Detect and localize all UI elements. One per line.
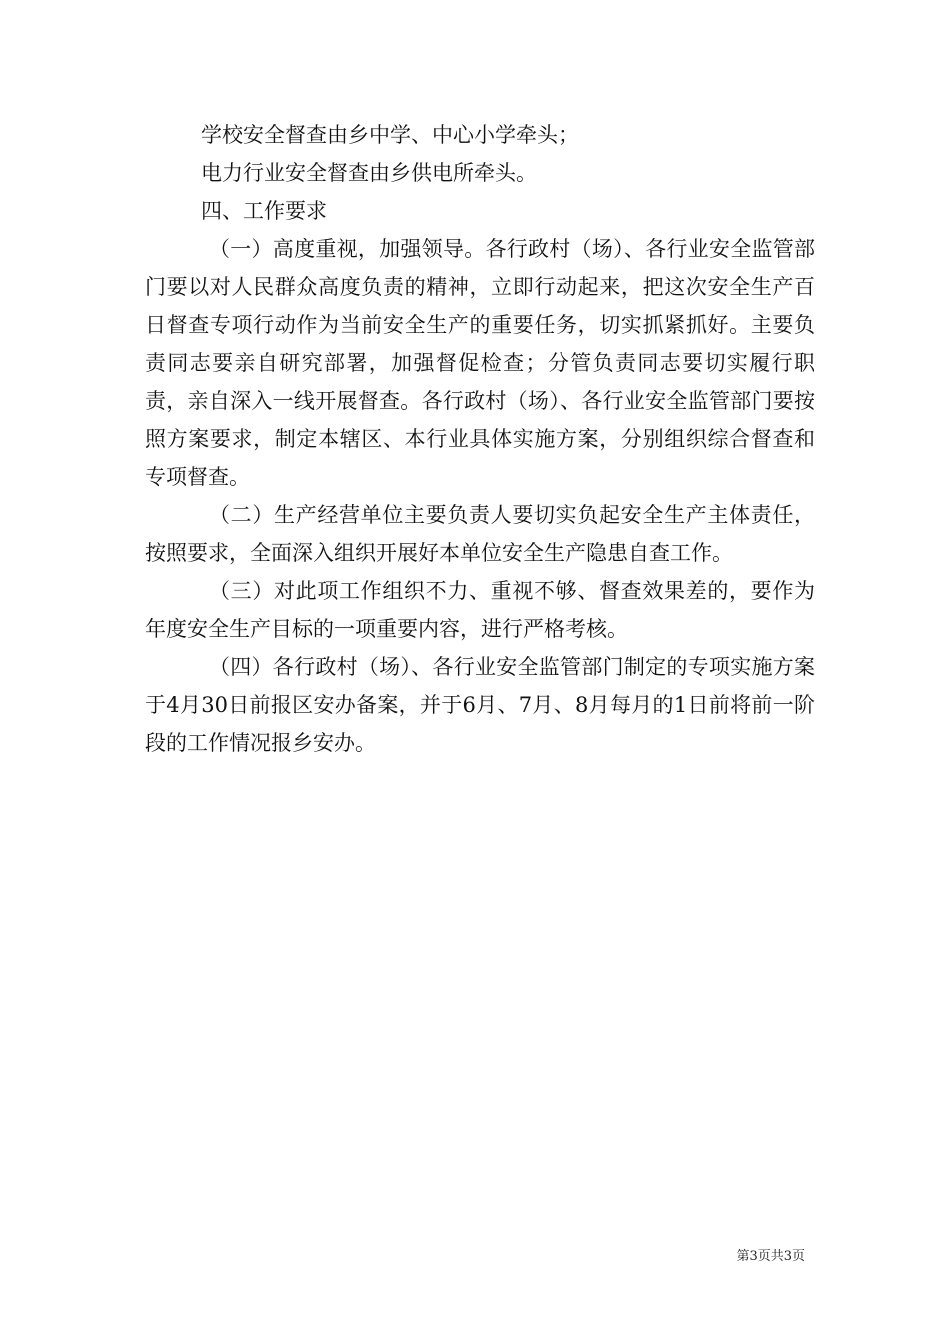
paragraph-school-safety: 学校安全督查由乡中学、中心小学牵头； — [201, 123, 579, 147]
section-heading-work-requirements: 四、工作要求 — [201, 199, 327, 223]
document-body — [145, 116, 815, 762]
paragraph-power-safety: 电力行业安全督查由乡供电所牵头。 — [201, 161, 537, 185]
paragraph-requirement-2: （二）生产经营单位主要负责人要切实负起安全生产主体责任，按照要求，全面深入组织开展好本单位安全生产隐患自查工作。 — [145, 503, 815, 565]
paragraph-requirement-3: （三）对此项工作组织不力、重视不够、督查效果差的，要作为年度安全生产目标的一项重要内容，进行严格考核。 — [145, 579, 815, 641]
paragraph-requirement-1: （一）高度重视，加强领导。各行政村（场）、各行业安全监管部门要以对人民群众高度负责的精神，立即行动起来，把这次安全生产百日督查专项行动作为当前安全生产的重要任务，切实抓紧抓好。主要负责同志要亲自研究部署，加强督促检查；分管负责同志要切实履行职责，亲自深入一线开展督查。各行政村（场）、各行业安全监管部门要按照方案要求，制定本辖区、本行业具体实施方案，分别组织综合督查和专项督查。 — [145, 237, 815, 489]
paragraph-requirement-4: （四）各行政村（场）、各行业安全监管部门制定的专项实施方案于4月30日前报区安办备案，并于6月、7月、8月每月的1日前将前一阶段的工作情况报乡安办。 — [145, 655, 815, 755]
page-number-footer: 第3页共3页 — [736, 1249, 805, 1264]
